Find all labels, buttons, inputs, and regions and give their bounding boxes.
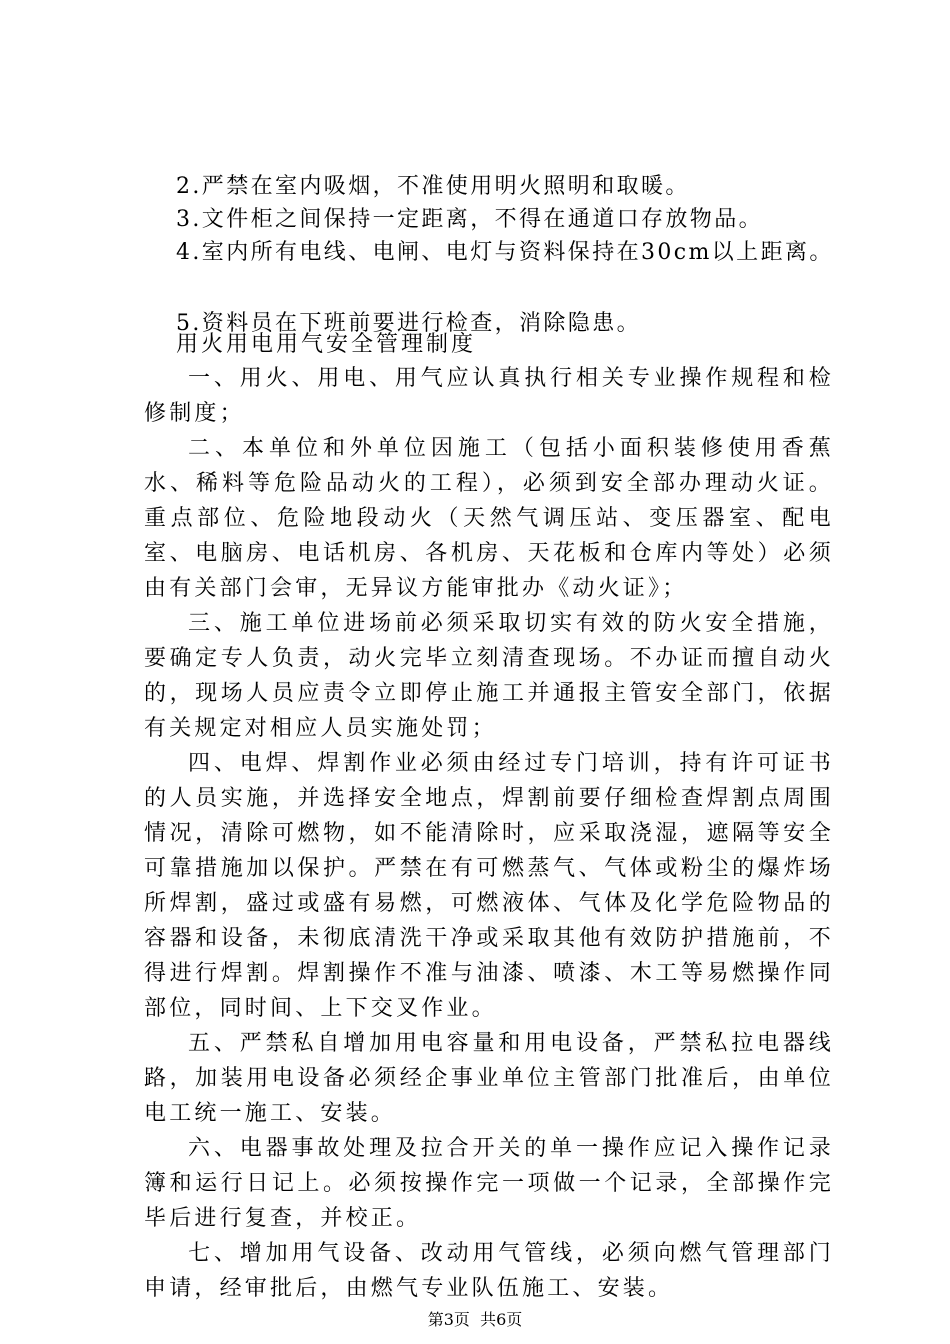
paragraph: 七、增加用气设备、改动用气管线，必须向燃气管理部门申请，经审批后，由燃气专业队伍施工、安装。 [144, 1241, 834, 1301]
list-item: 5.资料员在下班前要进行检查，消除隐患。 [176, 311, 641, 336]
list-item: 3.文件柜之间保持一定距离，不得在通道口存放物品。 [176, 207, 763, 232]
page-number: 第3页 共6页 [427, 1310, 523, 1329]
paragraph: 一、用火、用电、用气应认真执行相关专业操作规程和检修制度； [144, 366, 834, 426]
list-item: 4.室内所有电线、电闸、电灯与资料保持在30cm以上距离。 [176, 240, 834, 265]
paragraph: 六、电器事故处理及拉合开关的单一操作应记入操作记录簿和运行日记上。必须按操作完一项做一个记录，全部操作完毕后进行复查，并校正。 [144, 1136, 834, 1231]
paragraph: 三、施工单位进场前必须采取切实有效的防火安全措施，要确定专人负责，动火完毕立刻清查现场。不办证而擅自动火的，现场人员应责令立即停止施工并通报主管安全部门，依据有关规定对相应人员实施处罚； [144, 611, 834, 741]
paragraph: 二、本单位和外单位因施工（包括小面积装修使用香蕉水、稀料等危险品动火的工程），必须到安全部办理动火证。重点部位、危险地段动火（天然气调压站、变压器室、配电室、电脑房、电话机房、各机房、天花板和仓库内等处）必须由有关部门会审，无异议方能审批办《动火证》； [144, 436, 834, 601]
paragraph: 四、电焊、焊割作业必须由经过专门培训，持有许可证书的人员实施，并选择安全地点，焊割前要仔细检查焊割点周围情况，清除可燃物，如不能清除时，应采取浇湿，遮隔等安全可靠措施加以保护。严禁在有可燃蒸气、气体或粉尘的爆炸场所焊割，盛过或盛有易燃，可燃液体、气体及化学危险物品的容器和设备，未彻底清洗干净或采取其他有效防护措施前，不得进行焊割。焊割操作不准与油漆、喷漆、木工等易燃操作同部位，同时间、上下交叉作业。 [144, 751, 834, 1021]
paragraph: 五、严禁私自增加用电容量和用电设备，严禁私拉电器线路，加装用电设备必须经企事业单位主管部门批准后，由单位电工统一施工、安装。 [144, 1031, 834, 1126]
list-item: 2.严禁在室内吸烟，不准使用明火照明和取暖。 [176, 174, 690, 199]
section-title: 用火用电用气安全管理制度 [176, 332, 477, 357]
rules-list [176, 170, 876, 340]
